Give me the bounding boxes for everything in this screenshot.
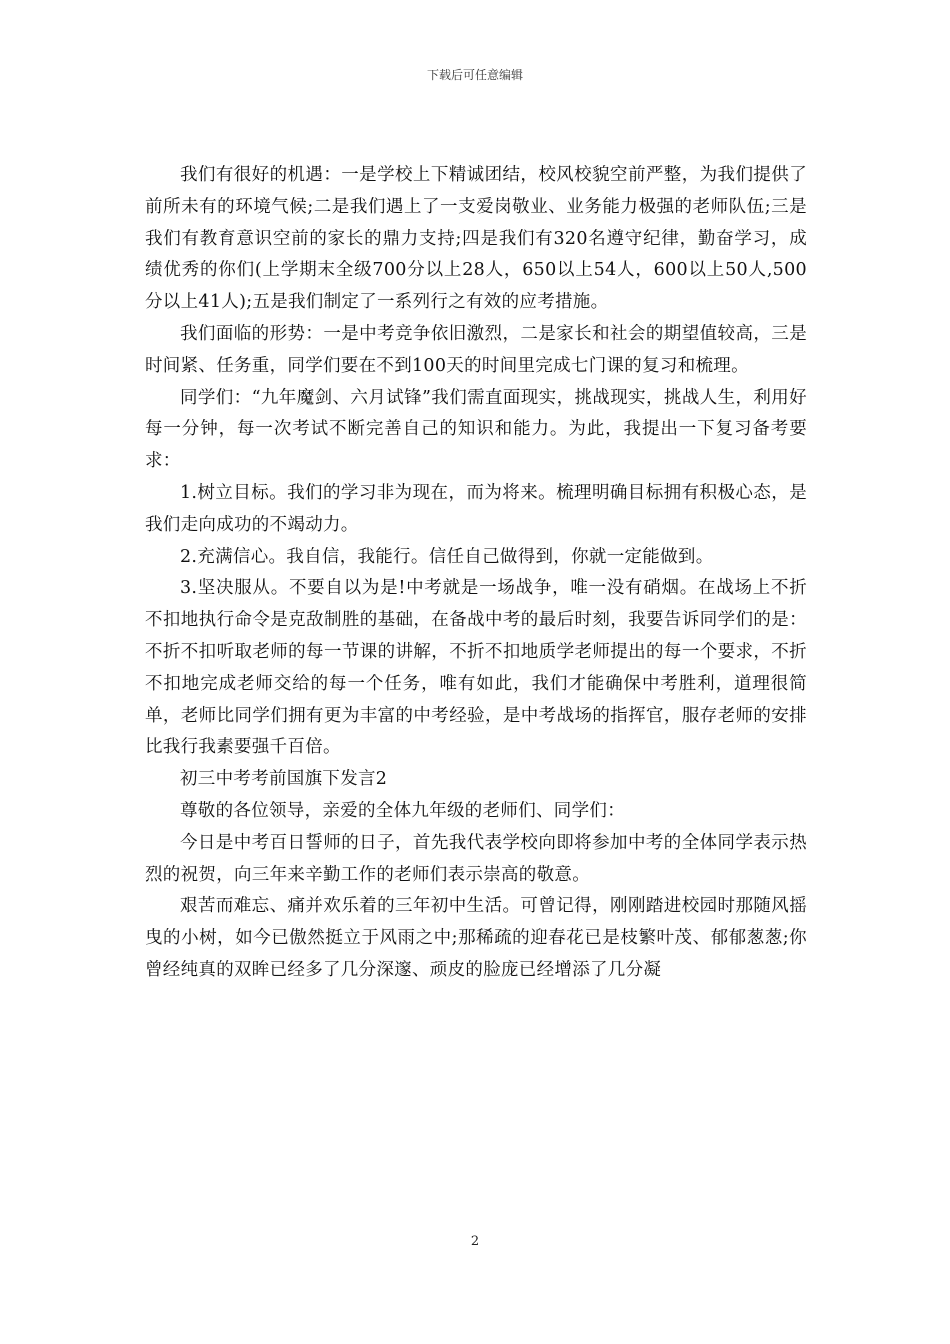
paragraph-requirements-intro: 同学们：“九年魔剑、六月试锋”我们需直面现实，挑战现实，挑战人生，利用好每一分钟，每一次考试不断完善自己的知识和能力。为此，我提出一下复习备考要求： (145, 387, 807, 472)
paragraph-greeting: 今日是中考百日誓师的日子，首先我代表学校向即将参加中考的全体同学表示热烈的祝贺，向三年来辛勤工作的老师们表示崇高的敬意。 (145, 832, 807, 885)
paragraph-situation: 我们面临的形势：一是中考竞争依旧激烈，二是家长和社会的期望值较高，三是时间紧、任务重，同学们要在不到100天的时间里完成七门课的复习和梳理。 (145, 323, 807, 376)
page-number: 2 (470, 1234, 480, 1249)
paragraph-salutation: 尊敬的各位领导，亲爱的全体九年级的老师们、同学们： (180, 800, 625, 821)
paragraph-memories: 艰苦而难忘、痛并欢乐着的三年初中生活。可曾记得，刚刚踏进校园时那随风摇曳的小树，如今已傲然挺立于风雨之中;那稀疏的迎春花已是枝繁叶茂、郁郁葱葱;你曾经纯真的双眸已经多了几分深邃、顽皮的脸庞已经增添了几分凝 (145, 896, 807, 980)
page-header: 下载后可任意编辑 (426, 68, 523, 82)
document-body (145, 160, 807, 987)
section-title-speech-2: 初三中考考前国旗下发言2 (180, 769, 388, 790)
list-item-confidence: 2.充满信心。我自信，我能行。信任自己做得到，你就一定能做到。 (180, 546, 714, 567)
paragraph-opportunities: 我们有很好的机遇：一是学校上下精诚团结，校风校貌空前严整，为我们提供了前所未有的环境气候;二是我们遇上了一支爱岗敬业、业务能力极强的老师队伍;三是我们有教育意识空前的家长的鼎力支持;四是我们有320名遵守纪律，勤奋学习，成绩优秀的你们(上学期末全级700分以上28人，650以上54人，600以上50人,500分以上41人);五是我们制定了一系列行之有效的应考措施。 (145, 165, 807, 313)
list-item-set-goals: 1.树立目标。我们的学习非为现在，而为将来。梳理明确目标拥有积极心态，是我们走向成功的不竭动力。 (145, 482, 807, 535)
list-item-obey: 3.坚决服从。不要自以为是!中考就是一场战争，唯一没有硝烟。在战场上不折不扣地执行命令是克敌制胜的基础，在备战中考的最后时刻，我要告诉同学们的是：不折不扣听取老师的每一节课的讲解，不折不扣地质学老师提出的每一个要求，不折不扣地完成老师交给的每一个任务，唯有如此，我们才能确保中考胜利，道理很简单，老师比同学们拥有更为丰富的中考经验，是中考战场的指挥官，服存老师的安排比我行我素要强千百倍。 (145, 578, 807, 758)
